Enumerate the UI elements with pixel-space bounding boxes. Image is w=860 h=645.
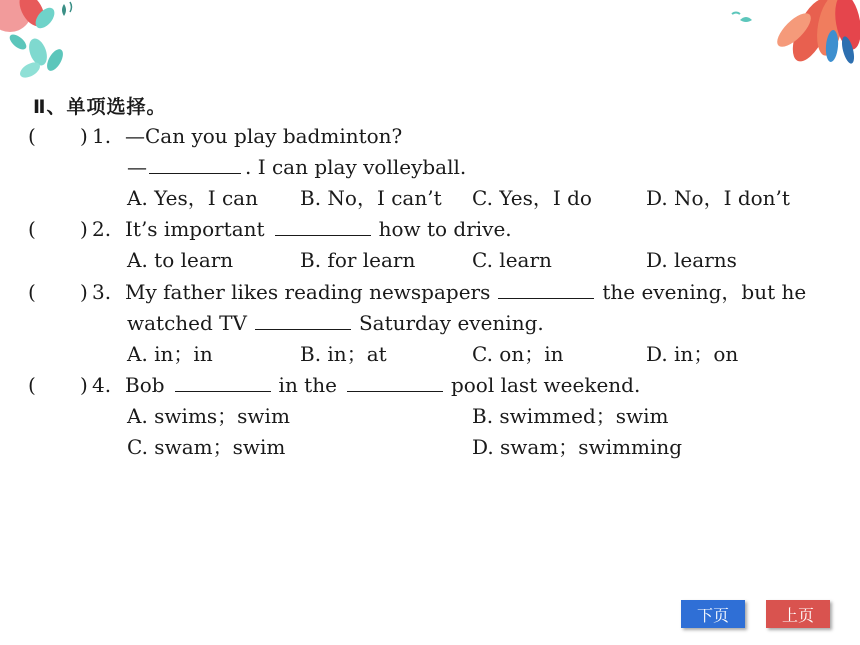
question-text: —Can you play badminton? — [125, 124, 403, 148]
answer-paren-close: ) — [80, 124, 88, 148]
answer-paren-open: ( — [28, 124, 36, 148]
section-title: Ⅱ、单项选择。 — [33, 96, 167, 118]
question-text-cont: watched TV — [127, 311, 247, 335]
question-text-cont: Saturday evening. — [358, 311, 544, 335]
option-d: D. No，I don’t — [646, 186, 790, 210]
question-3-line-2 — [127, 311, 544, 335]
answer-paren-close: ) — [80, 217, 88, 241]
answer-blank — [498, 280, 594, 299]
question-number: 3. — [92, 280, 112, 304]
option-c: C. learn — [472, 248, 552, 272]
option-b: B. No，I can’t — [300, 186, 442, 210]
option-d: D. swam；swimming — [472, 435, 683, 459]
answer-paren-open: ( — [28, 280, 36, 304]
option-c: C. swam；swim — [127, 435, 286, 459]
question-number: 4. — [92, 373, 112, 397]
question-text: It’s important how to drive. — [125, 217, 512, 241]
answer-blank — [149, 155, 241, 174]
answer-paren-close: ) — [80, 373, 88, 397]
option-b: B. in；at — [300, 342, 387, 366]
option-b: B. swimmed；swim — [472, 404, 669, 428]
answer-blank — [275, 217, 371, 236]
option-a: A. to learn — [127, 248, 234, 272]
previous-page-button[interactable]: 上页 — [766, 600, 830, 628]
option-d: D. in；on — [646, 342, 739, 366]
answer-paren-open: ( — [28, 373, 36, 397]
floral-decoration-right — [730, 0, 860, 75]
question-number: 2. — [92, 217, 112, 241]
answer-blank — [175, 373, 271, 392]
option-c: C. on；in — [472, 342, 564, 366]
question-text: Bob in the pool last weekend. — [125, 373, 641, 397]
floral-decoration-left — [0, 0, 120, 95]
answer-blank — [255, 311, 351, 330]
answer-paren-open: ( — [28, 217, 36, 241]
answer-blank — [347, 373, 443, 392]
option-a: A. Yes，I can — [127, 186, 258, 210]
option-b: B. for learn — [300, 248, 416, 272]
option-d: D. learns — [646, 248, 737, 272]
question-1-line-2 — [127, 155, 466, 179]
question-number: 1. — [92, 124, 112, 148]
answer-paren-close: ) — [80, 280, 88, 304]
question-text: My father likes reading newspapers the evening，but he — [125, 280, 807, 304]
dash: — — [127, 155, 147, 179]
option-c: C. Yes，I do — [472, 186, 592, 210]
next-page-button[interactable]: 下页 — [681, 600, 745, 628]
option-a: A. swims；swim — [127, 404, 290, 428]
question-text-cont: . I can play volleyball. — [245, 155, 467, 179]
option-a: A. in；in — [127, 342, 213, 366]
